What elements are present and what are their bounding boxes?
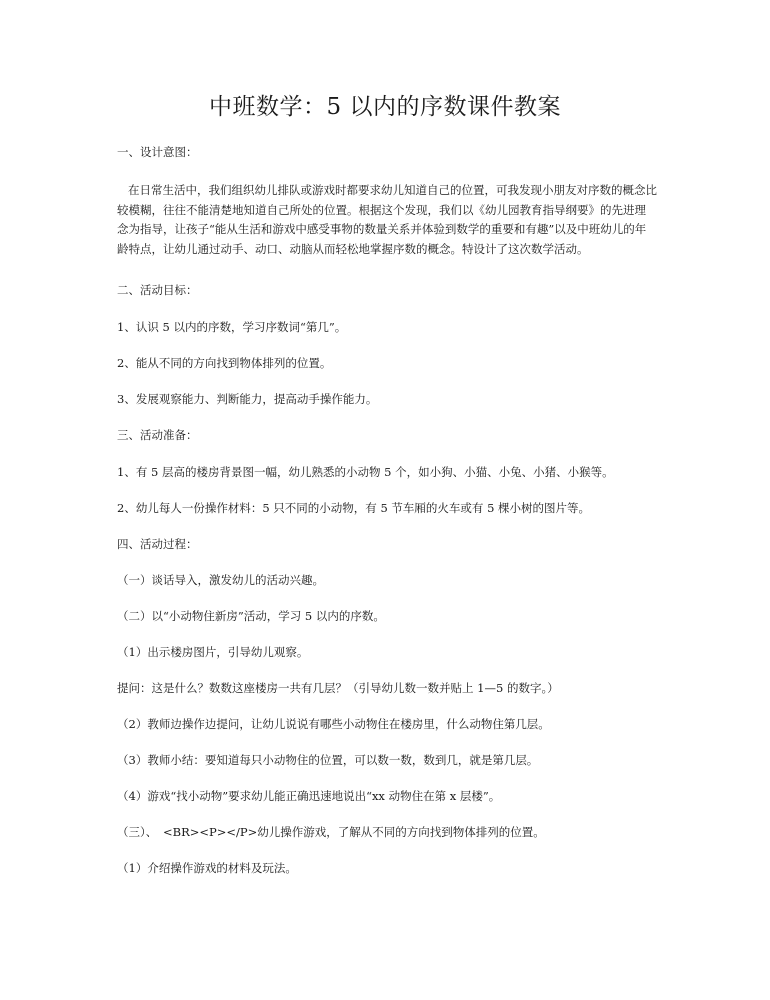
process-step-b2: （2）教师边操作边提问，让幼儿说说有哪些小动物住在楼房里，什么动物住第几层。 — [117, 717, 550, 731]
section-heading-goals: 二、活动目标： — [117, 283, 198, 297]
process-step-a: （一）谈话导入，激发幼儿的活动兴趣。 — [117, 573, 324, 587]
document-body — [117, 143, 657, 877]
document-title: 中班数学：5 以内的序数课件教案 — [209, 94, 561, 120]
process-step-c1: （1）介绍操作游戏的材料及玩法。 — [117, 861, 297, 875]
prep-item-2: 2、幼儿每人一份操作材料：5 只不同的小动物，有 5 节车厢的火车或有 5 棵小树的图片等。 — [117, 501, 591, 515]
section-heading-preparation: 三、活动准备： — [117, 428, 198, 442]
section-heading-design-intent: 一、设计意图： — [117, 145, 198, 159]
section-heading-process: 四、活动过程： — [117, 537, 198, 551]
process-step-b3: （3）教师小结：要知道每只小动物住的位置，可以数一数，数到几，就是第几层。 — [117, 753, 539, 767]
process-step-b: （二）以“小动物住新房”活动，学习 5 以内的序数。 — [117, 609, 385, 623]
prep-item-1: 1、有 5 层高的楼房背景图一幅，幼儿熟悉的小动物 5 个，如小狗、小猫、小兔、小猪、小猴等。 — [117, 465, 614, 479]
goal-item-3: 3、发展观察能力、判断能力，提高动手操作能力。 — [117, 392, 378, 406]
process-step-b4: （4）游戏“找小动物”要求幼儿能正确迅速地说出“xx 动物住在第 x 层楼”。 — [117, 789, 501, 803]
process-step-c: （三）、 <BR><P></P>幼儿操作游戏，了解从不同的方向找到物体排列的位置。 — [117, 825, 545, 839]
intro-paragraph: 在日常生活中，我们组织幼儿排队或游戏时都要求幼儿知道自己的位置，可我发现小朋友对序数的概念比较模糊，往往不能清楚地知道自己所处的位置。根据这个发现，我们以《幼儿园教育指导纲要》的先进理念为指导，让孩子“能从生活和游戏中感受事物的数量关系并体验到数学的重要和有趣”以及中班幼儿的年龄特点，让幼儿通过动手、动口、动脑从而轻松地掌握序数的概念。特设计了这次数学活动。 — [117, 183, 657, 256]
process-question: 提问：这是什么？数数这座楼房一共有几层？（引导幼儿数一数并贴上 1—5 的数字。） — [117, 681, 559, 695]
process-step-b1: （1）出示楼房图片，引导幼儿观察。 — [117, 645, 309, 659]
goal-item-2: 2、能从不同的方向找到物体排列的位置。 — [117, 356, 332, 370]
goal-item-1: 1、认识 5 以内的序数，学习序数词“第几”。 — [117, 320, 347, 334]
